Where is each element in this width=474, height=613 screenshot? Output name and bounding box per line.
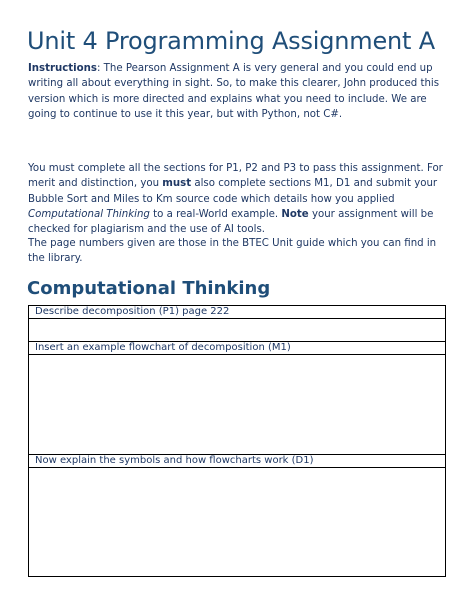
instructions-text: : The Pearson Assignment A is very general and you could end up writing all about everything in sight. So, to make this clearer, John produced this version which is more directed and explains what you need to include. We are going to continue to use it this year, but with Python, not C#.	[28, 63, 440, 120]
requirements-part1: You must complete all the sections for P1, P2 and P3 to pass this assignment. For merit and distinction, you	[28, 163, 443, 190]
answer-box-d1[interactable]	[29, 468, 446, 577]
section-heading: Computational Thinking	[27, 278, 271, 299]
requirements-must: must	[162, 178, 192, 190]
table-row	[29, 319, 446, 342]
requirements-part3: to a real-World example.	[149, 208, 282, 220]
page-numbers-note: The page numbers given are those in the BTEC Unit guide which you can find in the library.	[28, 238, 437, 265]
requirements-part4: your assignment will be checked for plagiarism and the use of AI tools.	[28, 208, 434, 236]
table-label-d1: Now explain the symbols and how flowcharts work (D1)	[29, 455, 446, 468]
table-row	[29, 306, 446, 319]
page-title: Unit 4 Programming Assignment A	[27, 27, 435, 55]
instructions-label: Instructions	[28, 63, 97, 74]
requirements-note: Note	[281, 208, 309, 220]
table-label-m1: Insert an example flowchart of decomposition (M1)	[29, 342, 446, 355]
table-row	[29, 342, 446, 355]
answer-box-p1[interactable]	[29, 319, 446, 342]
requirements-part2: also complete sections M1, D1 and submit your Bubble Sort and Miles to Km source code which details how you applied	[28, 178, 438, 205]
instructions-paragraph	[28, 61, 452, 122]
answer-box-m1[interactable]	[29, 355, 446, 455]
table-label-p1: Describe decomposition (P1) page 222	[29, 306, 446, 319]
assignment-table	[28, 305, 446, 577]
table-row	[29, 455, 446, 468]
requirements-paragraph	[28, 161, 452, 237]
requirements-ct-italic: Computational Thinking	[28, 208, 150, 220]
table-row	[29, 468, 446, 577]
table-row	[29, 355, 446, 455]
